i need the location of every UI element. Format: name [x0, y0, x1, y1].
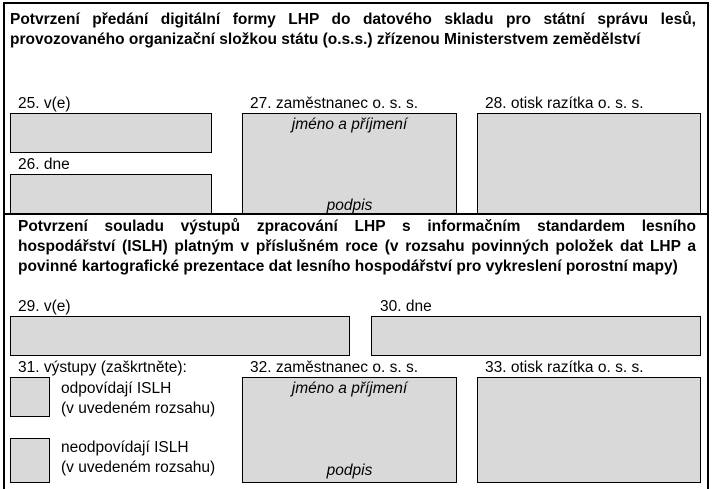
label-26-date: 26. dne — [18, 156, 70, 173]
label-32-employee: 32. zaměstnanec o. s. s. — [250, 359, 419, 376]
label-27-employee: 27. zaměstnanec o. s. s. — [250, 95, 419, 112]
field-33-stamp[interactable] — [477, 377, 701, 483]
option-complies-line1: odpovídají ISLH — [61, 380, 172, 397]
field-30-date[interactable] — [371, 316, 701, 356]
signature-hint-2: podpis — [326, 462, 373, 479]
checkbox-not-complies[interactable] — [10, 438, 50, 483]
label-29-place: 29. v(e) — [18, 298, 71, 315]
label-33-stamp: 33. otisk razítka o. s. s. — [485, 359, 644, 376]
option-not-complies-line2: (v uvedeném rozsahu) — [61, 459, 216, 476]
field-25-place[interactable] — [10, 113, 212, 153]
option-complies-line2: (v uvedeném rozsahu) — [61, 400, 216, 417]
label-28-stamp: 28. otisk razítka o. s. s. — [485, 95, 644, 112]
option-not-complies-label — [61, 438, 215, 478]
field-28-stamp[interactable] — [477, 113, 701, 215]
field-26-date[interactable] — [10, 174, 212, 215]
section-2-title: Potvrzení souladu výstupů zpracování LHP s informačním standardem lesního hospodářství (ISLH) platným v příslušném roce (v rozsahu povinných položek dat LHP a povinné kartografické prezentace dat lesního hospodářství pro vykreslení porostní mapy) — [18, 218, 696, 275]
field-29-place[interactable] — [10, 316, 350, 356]
signature-hint: podpis — [326, 197, 373, 214]
label-25-place: 25. v(e) — [18, 95, 71, 112]
section-1-title: Potvrzení předání digitální formy LHP do datového skladu pro státní správu lesů, provozovaného organizační složkou státu (o.s.s.) zřízenou Ministerstvem zemědělství — [10, 11, 696, 48]
option-complies-label — [61, 379, 215, 419]
name-hint-2: jméno a příjmení — [291, 380, 408, 397]
label-30-date: 30. dne — [380, 298, 432, 315]
name-hint: jméno a příjmení — [291, 116, 408, 133]
checkbox-complies[interactable] — [10, 377, 50, 417]
option-not-complies-line1: neodpovídají ISLH — [61, 439, 189, 456]
label-31-outputs: 31. výstupy (zaškrtněte): — [18, 359, 187, 376]
